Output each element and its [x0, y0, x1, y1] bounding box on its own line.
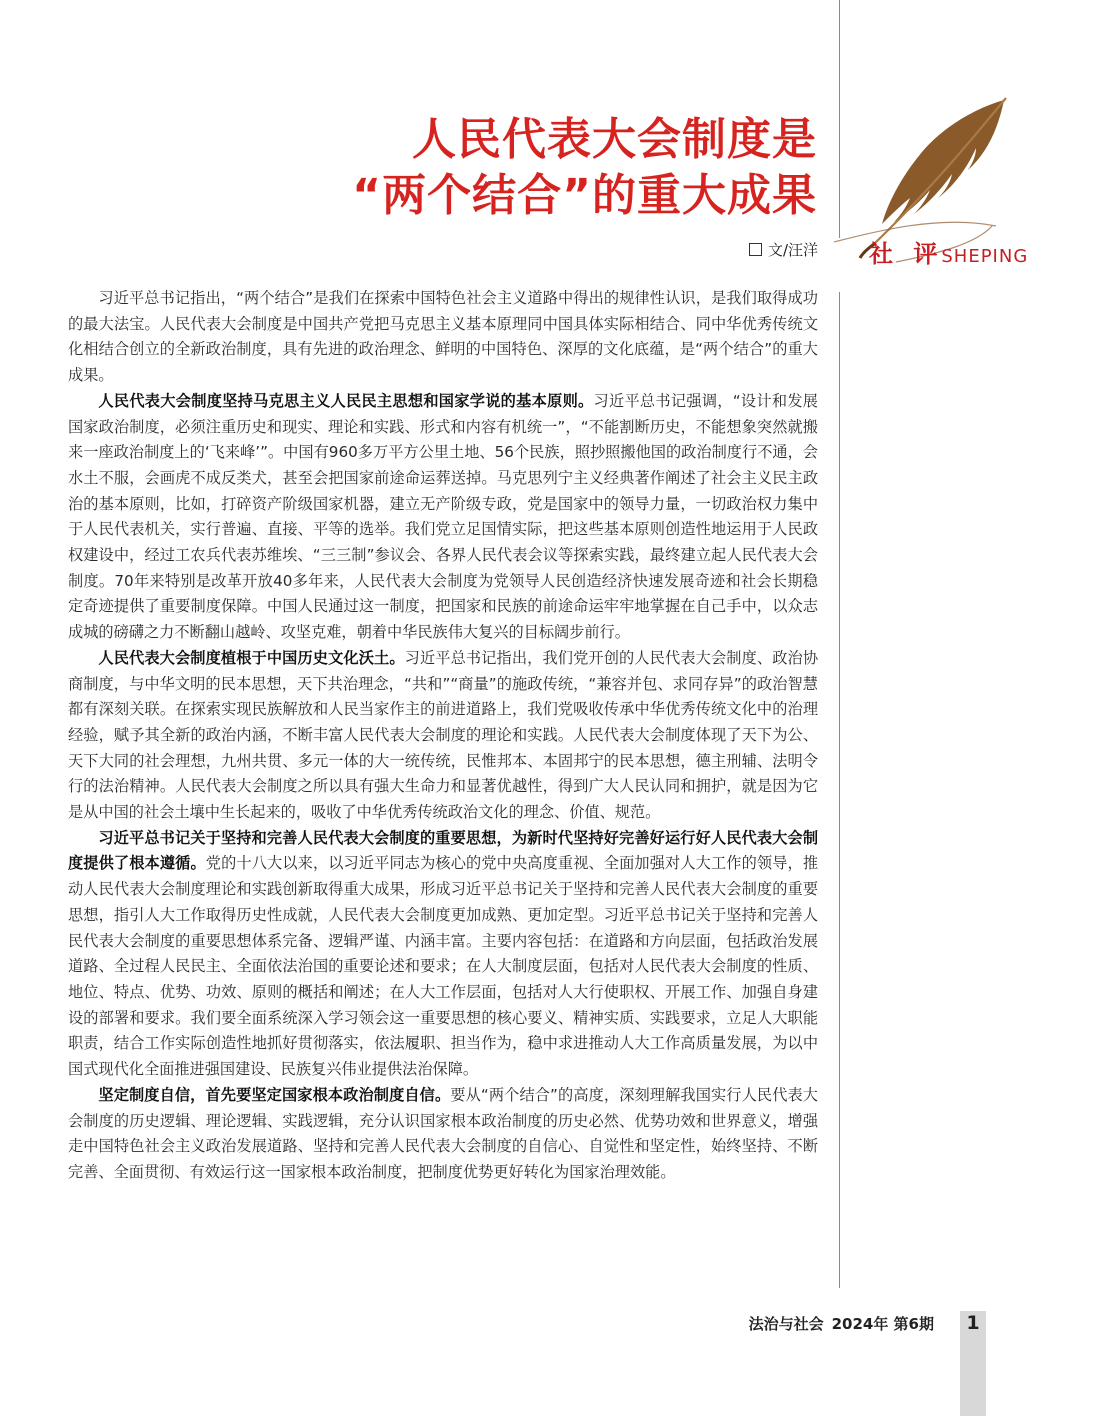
issue-number: 2024年 第6期 [831, 1315, 934, 1333]
page-number: 1 [966, 1312, 980, 1334]
paragraph [68, 286, 818, 389]
square-bullet-icon [749, 243, 762, 256]
paragraph-lead: 习近平总书记关于坚持和完善人民代表大会制度的重要思想，为新时代坚持好完善好运行好人民代表大会制度提供了根本遵循。 [68, 828, 818, 873]
column-label-cn: 社 评 [869, 240, 944, 268]
paragraph-lead: 人民代表大会制度坚持马克思主义人民民主思想和国家学说的基本原则。 [98, 391, 594, 410]
page-number-tab [960, 1311, 986, 1416]
paragraph-text: 习近平总书记指出，我们党开创的人民代表大会制度、政治协商制度，与中华文明的民本思想，天下共治理念，“共和”“商量”的施政传统，“兼容并包、求同存异”的政治智慧都有深刻关联。在探索实现民族解放和人民当家作主的前进道路上，我们党吸收传承中华优秀传统文化中的治理经验，赋予其全新的政治内涵，不断丰富人民代表大会制度的理论和实践。人民代表大会制度体现了天下为公、天下大同的社会理想，九州共贯、多元一体的大一统传统，民惟邦本、本固邦宁的民本思想，德主刑辅、法明令行的法治精神。人民代表大会制度之所以具有强大生命力和显著优越性，得到广大人民认同和拥护，就是因为它是从中国的社会土壤中生长起来的，吸收了中华优秀传统政治文化的理念、价值、规范。 [68, 648, 819, 822]
article-title-line2: “两个结合”的重大成果 [352, 170, 817, 221]
paragraph [68, 646, 818, 826]
column-divider-bottom [839, 292, 840, 1288]
paragraph-text: 习近平总书记强调，“设计和发展国家政治制度，必须注重历史和现实、理论和实践、形式和内容有机统一”，“不能割断历史，不能想象突然就搬来一座政治制度上的‘飞来峰’”。中国有960多万平方公里土地、56个民族，照抄照搬他国的政治制度行不通，会水土不服，会画虎不成反类犬，甚至会把国家前途命运葬送掉。马克思列宁主义经典著作阐述了社会主义民主政治的基本原则，比如，打碎资产阶级国家机器，建立无产阶级专政，党是国家中的领导力量，一切政治权力集中于人民代表机关，实行普遍、直接、平等的选举。我们党立足国情实际，把这些基本原则创造性地运用于人民政权建设中，经过工农兵代表苏维埃、“三三制”参议会、各界人民代表会议等探索实践，最终建立起人民代表大会制度。70年来特别是改革开放40多年来，人民代表大会制度为党领导人民创造经济快速发展奇迹和社会长期稳定奇迹提供了重要制度保障。中国人民通过这一制度，把国家和民族的前途命运牢牢地掌握在自己手中，以众志成城的磅礴之力不断翻山越岭、攻坚克难，朝着中华民族伟大复兴的目标阔步前行。 [68, 391, 818, 642]
byline [749, 239, 818, 260]
paragraph-text: 习近平总书记指出，“两个结合”是我们在探索中国特色社会主义道路中得出的规律性认识，是我们取得成功的最大法宝。人民代表大会制度是中国共产党把马克思主义基本原理同中国具体实际相结合、同中华优秀传统文化相结合创立的全新政治制度，具有先进的政治理念、鲜明的中国特色、深厚的文化底蕴，是“两个结合”的重大成果。 [68, 289, 818, 385]
column-label [869, 234, 1028, 269]
paragraph-lead: 人民代表大会制度植根于中国历史文化沃土。 [98, 648, 405, 667]
byline-author: 文/汪洋 [767, 241, 818, 259]
paragraph-text: 党的十八大以来，以习近平同志为核心的党中央高度重视、全面加强对人大工作的领导，推动人民代表大会制度理论和实践创新取得重大成果，形成习近平总书记关于坚持和完善人民代表大会制度的重要思想，指引人大工作取得历史性成就，人民代表大会制度更加成熟、更加定型。习近平总书记关于坚持和完善人民代表大会制度的重要思想体系完备、逻辑严谨、内涵丰富。主要内容包括：在道路和方向层面，包括政治发展道路、全过程人民民主、全面依法治国的重要论述和要求；在人大制度层面，包括对人民代表大会制度的性质、地位、特点、优势、功效、原则的概括和阐述；在人大工作层面，包括对人大行使职权、开展工作、加强自身建设的部署和要求。我们要全面系统深入学习领会这一重要思想的核心要义、精神实质、实践要求，立足人大职能职责，结合工作实际创造性地抓好贯彻落实，依法履职、担当作为，稳中求进推动人大工作高质量发展，为以中国式现代化全面推进强国建设、民族复兴伟业提供法治保障。 [68, 854, 819, 1079]
paragraph [68, 389, 818, 646]
journal-footer [749, 1313, 934, 1334]
paragraph-text: 要从“两个结合”的高度，深刻理解我国实行人民代表大会制度的历史逻辑、理论逻辑、实践逻辑，充分认识国家根本政治制度的历史必然、优势功效和世界意义，增强走中国特色社会主义政治发展道路、坚持和完善人民代表大会制度的自信心、自觉性和坚定性，始终坚持、不断完善、全面贯彻、有效运行这一国家根本政治制度，把制度优势更好转化为国家治理效能。 [68, 1085, 818, 1181]
article-body [68, 286, 818, 1186]
paragraph [68, 1083, 818, 1186]
column-label-en: SHEPING [941, 246, 1029, 267]
paragraph [68, 826, 818, 1083]
article-title-line1: 人民代表大会制度是 [412, 114, 817, 165]
paragraph-lead: 坚定制度自信，首先要坚定国家根本政治制度自信。 [98, 1085, 451, 1104]
journal-name: 法治与社会 [748, 1315, 824, 1333]
